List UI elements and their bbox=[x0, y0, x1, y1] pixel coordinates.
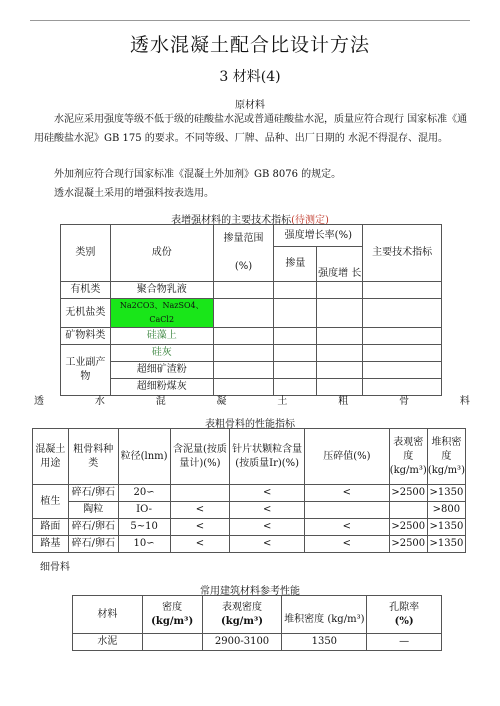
header-composition: 成份 bbox=[110, 225, 213, 282]
header-tech-index: 主要技术指标 bbox=[363, 225, 442, 282]
header-sub-growth: 强度增 长 bbox=[317, 247, 363, 282]
section-heading: 3 材料(4) bbox=[219, 69, 281, 85]
row1-composition: 聚合物乳液 bbox=[110, 282, 213, 299]
table1-caption-suffix: (待测定) bbox=[291, 215, 329, 226]
page-title: 透水混凝土配合比设计方法 bbox=[129, 34, 370, 56]
table1-caption-text: 表增强材料的主要技术指标 bbox=[171, 215, 292, 226]
coarse-aggregate-table bbox=[32, 428, 466, 553]
h2-apparent: 表观密度(kg/m³) bbox=[389, 429, 427, 485]
row45-category: 工业副产物 bbox=[61, 345, 111, 396]
h3-bulk: 堆积密度 (kg/m³) bbox=[282, 596, 367, 634]
h3-porosity: 孔隙率 (%) bbox=[367, 596, 442, 634]
row5-composition: 超细矿渣粉 bbox=[110, 362, 213, 379]
table-row: 路基 碎石/卵石 10∽ < < < >2500 >1350 bbox=[33, 536, 466, 553]
table-row: 陶粒 IO- < < >800 bbox=[33, 502, 466, 519]
header-strength-growth: 强度增长率(%) bbox=[274, 225, 363, 247]
h3-apparent: 表观密度 (kg/m³) bbox=[202, 596, 282, 634]
h3-material: 材料 bbox=[73, 596, 143, 634]
h2-size: 粒径(lnm) bbox=[118, 429, 170, 485]
table3-caption: 常用建筑材料参考性能 bbox=[200, 586, 300, 597]
row2-composition: Na2CO3、NazSO4、CaCl2 bbox=[110, 299, 213, 328]
table2-caption: 表粗骨料的性能指标 bbox=[205, 419, 295, 430]
paragraph-admixture: 外加剂应符合现行国家标准《混凝土外加剂》GB 8076 的规定。 bbox=[54, 169, 342, 180]
building-materials-table bbox=[72, 595, 442, 651]
reinforcement-table bbox=[60, 224, 442, 396]
table-row: 路面 碎石/卵石 5~10 < < < >2500 >1350 bbox=[33, 519, 466, 536]
row1-category: 有机类 bbox=[61, 282, 111, 299]
h2-use: 混凝土用途 bbox=[33, 429, 69, 485]
h2-bulk: 堆积密度(kg/m³) bbox=[427, 429, 465, 485]
paragraph-reinforcement: 透水混凝土采用的增强料按表选用。 bbox=[54, 188, 214, 199]
paragraph-cement: 水泥应采用强度等级不低于级的硅酸盐水泥或普通硅酸盐水泥，质量应符合现行 国家标准《通用硅酸盐水泥》GB 175 的要求。不同等级、厂牌、品种、出厂日期的 水泥不得混存、混用。 bbox=[34, 114, 468, 144]
row2-category: 无机盐类 bbox=[61, 299, 111, 328]
h3-density: 密度 (kg/m³) bbox=[142, 596, 202, 634]
header-sub-dosage: 掺量 bbox=[274, 247, 317, 282]
top-rule bbox=[30, 20, 470, 21]
h2-flaky: 针片状颗粒含量(按质量Ir)(%) bbox=[230, 429, 305, 485]
table-row: 水泥 2900-3100 1350 — bbox=[73, 634, 442, 651]
subsection-heading: 原材料 bbox=[235, 100, 265, 111]
row3-composition: 硅藻上 bbox=[110, 328, 213, 345]
h2-type: 粗骨料种类 bbox=[68, 429, 118, 485]
row3-category: 矿物料类 bbox=[61, 328, 111, 345]
header-dosage: 掺量范围 (%) bbox=[213, 225, 274, 282]
header-category: 类别 bbox=[61, 225, 111, 282]
row6-composition: 超细粉煤灰 bbox=[110, 379, 213, 396]
table-row: 植生 碎石/卵石 20∽ < < >2500 >1350 bbox=[33, 485, 466, 502]
fine-aggregate-label: 细骨料 bbox=[40, 562, 70, 573]
h2-crush: 压碎值(%) bbox=[305, 429, 390, 485]
h2-mud: 含泥量(按质量计)(%) bbox=[170, 429, 230, 485]
coarse-aggregate-heading: 透 水 混 凝 土 粗 骨 料 bbox=[34, 396, 470, 407]
row4-composition: 硅灰 bbox=[110, 345, 213, 362]
